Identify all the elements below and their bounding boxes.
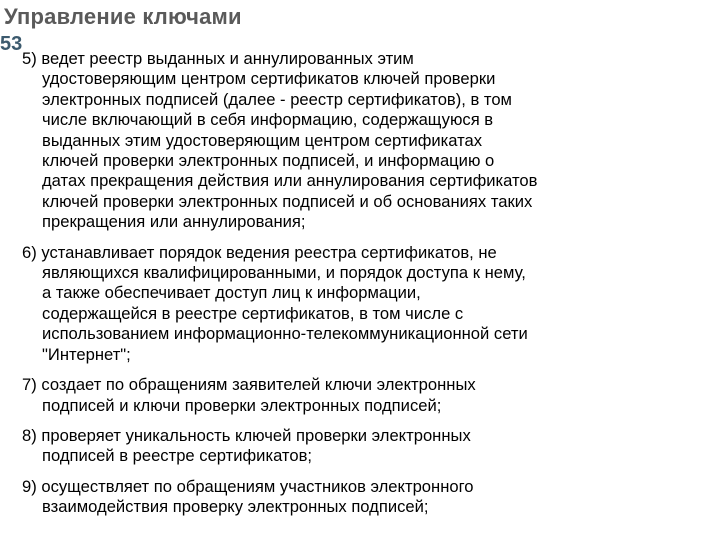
item-list — [22, 49, 702, 528]
list-item-7: 7) создает по обращениям заявителей ключи электронных подписей и ключи проверки электронных подписей; — [22, 375, 476, 415]
list-item-8: 8) проверяет уникальность ключей проверки электронных подписей в реестре сертификатов; — [22, 425, 471, 466]
slide-number: 53 — [0, 33, 23, 55]
list-item-9: 9) осуществляет по обращениям участников электронного взаимодействия проверку электронных подписей; — [22, 476, 474, 517]
list-item-6: 6) устанавливает порядок ведения реестра сертификатов, не являющихся квалифицированными, и порядок доступа к нему, а также обеспечивает доступ лиц к информации, содержащейся в реестре сертификатов, в том числе с использованием информационно-телекоммуникационной сети "Интернет"; — [22, 242, 528, 364]
slide-title: Управление ключами — [4, 4, 242, 29]
list-item-5: 5) ведет реестр выданных и аннулированных этим удостоверяющим центром сертификатов ключей проверки электронных подписей (далее - реестр сертификатов), в том числе включающий в себя информацию, содержащуюся в выданных этим удостоверяющим центром сертификатах ключей проверки электронных подписей, и информацию о датах прекращения действия или аннулирования сертификатов ключей проверки электронных подписей и об основаниях таких прекращения или аннулирования; — [22, 49, 538, 232]
